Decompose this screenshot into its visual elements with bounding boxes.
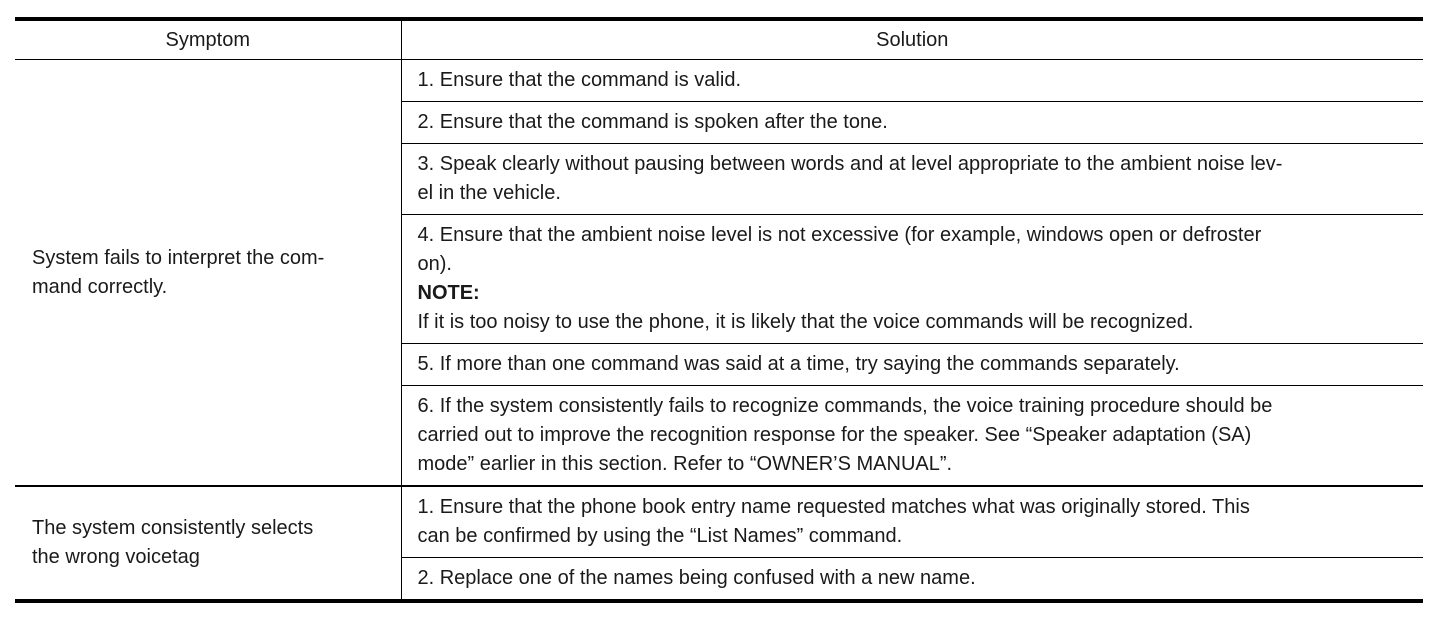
symptom-line: System fails to interpret the com- (32, 246, 325, 269)
solution-cell (401, 102, 1423, 144)
solution-cell (401, 486, 1423, 558)
solution-line: 1. Ensure that the phone book entry name requested matches what was originally stored. This (417, 496, 1250, 518)
solution-cell (401, 558, 1423, 602)
solution-line: on). (417, 253, 452, 275)
symptom-line: The system consistently selects (32, 517, 314, 539)
solution-line: 6. If the system consistently fails to recognize commands, the voice training procedure should be (417, 395, 1273, 417)
solution-cell (401, 60, 1423, 102)
note-text: If it is too noisy to use the phone, it is likely that the voice commands will be recognized. (417, 311, 1194, 333)
solution-line: carried out to improve the recognition response for the speaker. See “Speaker adaptation (SA) (417, 424, 1252, 446)
table-row (15, 486, 1423, 558)
symptom-line: mand correctly. (32, 275, 168, 298)
solution-text: 5. If more than one command was said at a time, try saying the commands separately. (417, 353, 1180, 375)
symptom-cell (15, 486, 401, 601)
solution-line: mode” earlier in this section. Refer to “OWNER’S MANUAL”. (417, 453, 953, 475)
solution-line: 4. Ensure that the ambient noise level is not excessive (for example, windows open or defroster (417, 224, 1262, 246)
solution-text: 2. Ensure that the command is spoken after the tone. (417, 111, 888, 133)
solution-text: 1. Ensure that the command is valid. (417, 69, 741, 91)
solution-cell (401, 344, 1423, 386)
header-row (15, 19, 1423, 60)
solution-cell (401, 144, 1423, 215)
symptom-solution-table (15, 17, 1423, 603)
solution-cell (401, 386, 1423, 487)
solution-column-header: Solution (401, 19, 1423, 60)
symptom-line: the wrong voicetag (32, 546, 200, 568)
solution-line: 3. Speak clearly without pausing between words and at level appropriate to the ambient noise lev- (417, 153, 1283, 175)
note-label: NOTE: (417, 282, 480, 304)
solution-cell (401, 215, 1423, 344)
solution-line: el in the vehicle. (417, 182, 561, 204)
symptom-cell (15, 60, 401, 487)
symptom-column-header: Symptom (15, 19, 401, 60)
solution-line: can be confirmed by using the “List Names” command. (417, 525, 903, 547)
table-row (15, 60, 1423, 102)
solution-text: 2. Replace one of the names being confused with a new name. (417, 567, 976, 589)
